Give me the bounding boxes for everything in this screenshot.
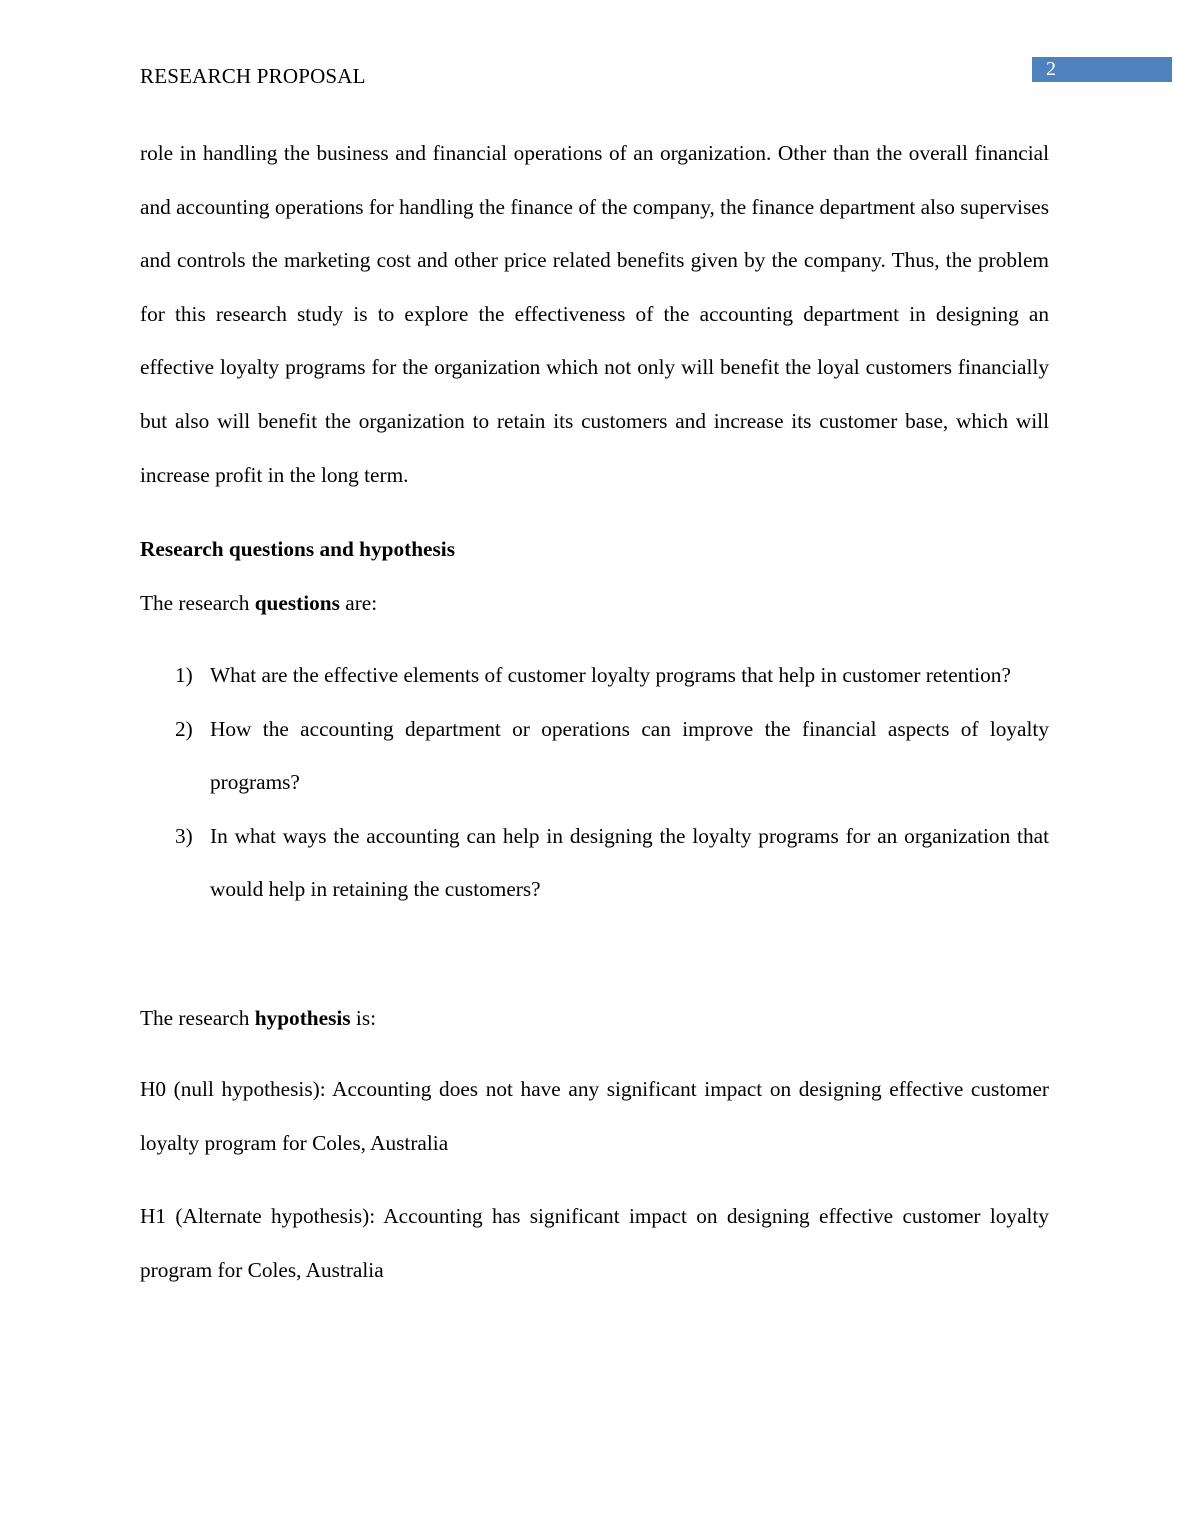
page-number-badge — [1032, 57, 1172, 82]
hypothesis-intro — [140, 1003, 376, 1033]
questions-intro-bold: questions — [254, 591, 340, 615]
list-item — [140, 649, 1049, 703]
page-number: 2 — [1046, 58, 1056, 80]
list-item — [140, 810, 1049, 917]
alternate-hypothesis: H1 (Alternate hypothesis): Accounting has significant impact on designing effective customer loyalty program for Coles, Australia — [140, 1204, 1049, 1282]
research-questions-list — [140, 649, 1049, 917]
hypothesis-intro-before: The research — [140, 1006, 255, 1030]
hypothesis-intro-bold: hypothesis — [254, 1006, 351, 1030]
null-hypothesis: H0 (null hypothesis): Accounting does not have any significant impact on designing effective customer loyalty program for Coles, Australia — [140, 1077, 1049, 1155]
list-item-text: How the accounting department or operations can improve the financial aspects of loyalty programs? — [210, 716, 1049, 795]
questions-intro-before: The research — [140, 591, 255, 615]
list-item — [140, 703, 1049, 810]
list-item-text: What are the effective elements of customer loyalty programs that help in customer retention? — [210, 663, 1011, 687]
questions-intro — [140, 588, 377, 618]
section-heading: Research questions and hypothesis — [140, 537, 455, 561]
questions-intro-after: are: — [339, 591, 378, 615]
hypothesis-intro-after: is: — [350, 1006, 377, 1030]
list-item-number: 2) — [175, 716, 193, 741]
running-header-title: RESEARCH PROPOSAL — [140, 64, 366, 88]
list-item-number: 3) — [175, 823, 193, 848]
intro-paragraph: role in handling the business and financial operations of an organization. Other than the overall financial and accounting operations for handling the finance of the company, the finance department also supervises and controls the marketing cost and other price related benefits given by the company. Thus, the problem for this research study is to explore the effectiveness of the accounting department in designing an effective loyalty programs for the organization which not only will benefit the loyal customers financially but also will benefit the organization to retain its customers and increase its customer base, which will increase profit in the long term. — [140, 141, 1049, 487]
list-item-number: 1) — [175, 663, 193, 687]
list-item-text: In what ways the accounting can help in designing the loyalty programs for an organization that would help in retaining the customers? — [210, 823, 1049, 902]
